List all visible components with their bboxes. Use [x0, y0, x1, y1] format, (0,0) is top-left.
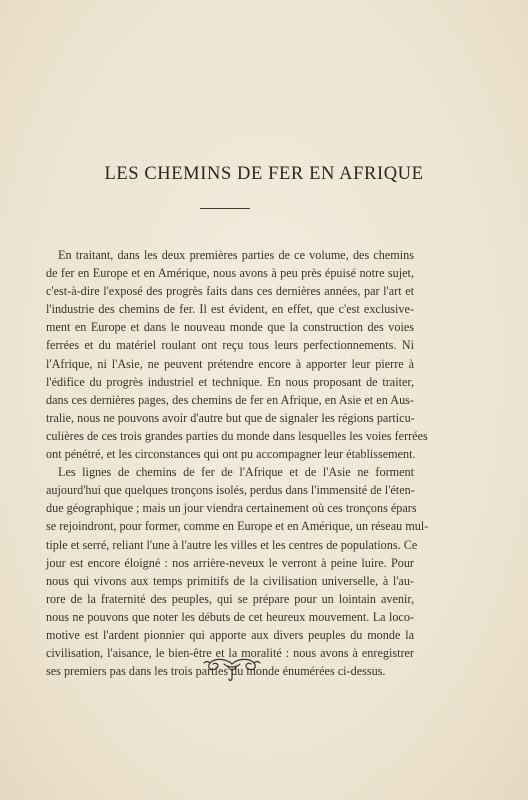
text-line: ont pénétré, et les circonstances qui ont pu accompagner leur établissement. — [46, 447, 416, 462]
text-line: culières de ces trois grandes parties du monde dans lesquelles les voies ferrées — [46, 428, 428, 443]
title-rule — [200, 208, 250, 209]
text-line: de fer en Europe et en Amérique, nous avons à peu près épuisé notre sujet, — [46, 266, 414, 281]
page-title: LES CHEMINS DE FER EN AFRIQUE — [104, 164, 424, 184]
text-line: dans ces dernières pages, des chemins de fer en Afrique, en Asie et en Aus- — [46, 392, 414, 407]
text-line: tiple et serré, reliant l'une à l'autre les villes et les centres de populations. Ce — [46, 537, 418, 552]
text-line: l'édifice du progrès industriel et technique. En nous proposant de traiter, — [46, 374, 414, 389]
text-line: l'Afrique, ni l'Asie, ne peuvent prétendre encore à apporter leur pierre à — [46, 356, 414, 371]
paragraph-2 — [46, 463, 429, 680]
text-line: civilisation, l'aisance, le bien-être et la moralité : nous avons à enregistrer — [46, 646, 414, 661]
text-line: se rejoindront, pour former, comme en Europe et en Amérique, un réseau mul- — [46, 519, 429, 534]
body-text — [46, 246, 429, 680]
text-line: rore de la fraternité des peuples, qui se prépare pour un lointain avenir, — [46, 591, 414, 606]
text-line: aujourd'hui que quelques tronçons isolés, perdus dans l'immensité de l'éten- — [46, 483, 415, 498]
text-line: ferrées et du matériel roulant ont reçu tous leurs perfectionnements. Ni — [46, 338, 414, 353]
text-line: En traitant, dans les deux premières parties de ce volume, des chemins — [58, 248, 414, 262]
paragraph-1 — [46, 246, 428, 463]
scroll-flourish-icon — [202, 654, 262, 684]
text-line: Les lignes de chemins de fer de l'Afrique et de l'Asie ne forment — [58, 465, 414, 480]
text-line: motive est l'ardent pionnier qui apporte aux divers peuples du monde la — [46, 627, 414, 642]
text-line: ses premiers pas dans les trois parties du monde énumérées ci-dessus. — [46, 664, 386, 679]
text-line: l'industrie des chemins de fer. Il est évident, en effet, que c'est exclusive- — [46, 302, 414, 317]
text-line: c'est-à-dire l'exposé des progrès faits dans ces dernières années, par l'art et — [46, 284, 414, 299]
text-line: tralie, nous ne pouvons avoir d'autre but que de signaler les régions particu- — [46, 410, 415, 425]
text-line: due géographique ; mais un jour viendra certainement où ces tronçons épars — [46, 501, 417, 516]
text-line: jour est encore éloigné : nos arrière-neveux le verront à peine luire. Pour — [46, 555, 414, 570]
text-line: nous ne pouvons que noter les débuts de cet heureux mouvement. La loco- — [46, 609, 414, 624]
text-line: nous qui vivons aux temps primitifs de la civilisation universelle, à l'au- — [46, 573, 414, 588]
text-line: ment en Europe et dans le nouveau monde que la construction des voies — [46, 320, 414, 335]
